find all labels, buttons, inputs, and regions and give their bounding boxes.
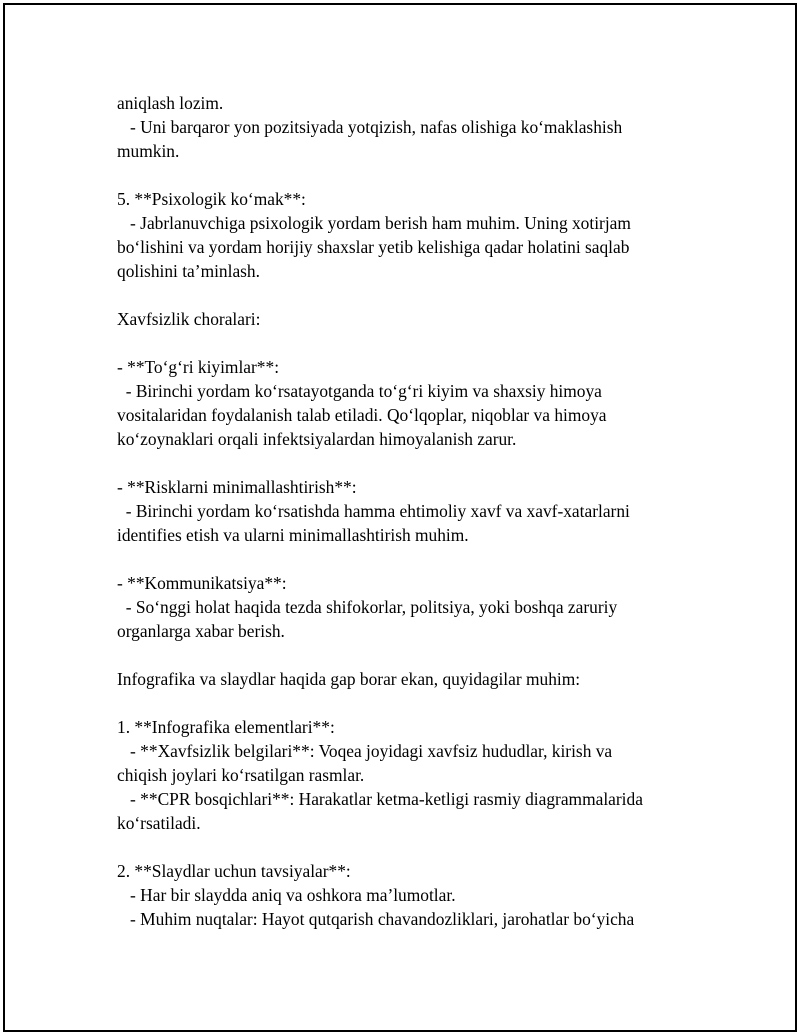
text-line: identifies etish va ularni minimallashtirish muhim. [117,525,469,545]
text-line: 1. **Infografika elementlari**: [117,717,335,737]
blank-line [117,547,717,571]
text-line: qolishini ta’minlash. [117,261,260,281]
section-heading: Xavfsizlik choralari: [117,309,261,329]
text-line: - **Xavfsizlik belgilari**: Voqea joyidagi xavfsiz hududlar, kirish va [117,741,613,761]
text-line: 2. **Slaydlar uchun tavsiyalar**: [117,861,351,881]
text-line: ko‘rsatiladi. [117,813,201,833]
text-line: - **To‘g‘ri kiyimlar**: [117,357,280,377]
section-heading: Infografika va slaydlar haqida gap borar ekan, quyidagilar muhim: [117,669,581,689]
text-line: ko‘zoynaklari orqali infektsiyalardan himoyalanish zarur. [117,429,517,449]
text-line: - Uni barqaror yon pozitsiyada yotqizish, nafas olishiga ko‘maklashish [117,117,623,137]
blank-line [117,331,717,355]
blank-line [117,835,717,859]
text-line: - Har bir slaydda aniq va oshkora ma’lumotlar. [117,885,456,905]
text-line: bo‘lishini va yordam horijiy shaxslar yetib kelishiga qadar holatini saqlab [117,237,630,257]
text-line: - Jabrlanuvchiga psixologik yordam berish ham muhim. Uning xotirjam [117,213,631,233]
text-line: - Muhim nuqtalar: Hayot qutqarish chavandozliklari, jarohatlar bo‘yicha [117,909,635,929]
text-line: - Birinchi yordam ko‘rsatayotganda to‘g‘ri kiyim va shaxsiy himoya [117,381,602,401]
text-line: aniqlash lozim. [117,93,224,113]
text-line: - Birinchi yordam ko‘rsatishda hamma ehtimoliy xavf va xavf-xatarlarni [117,501,630,521]
text-line: 5. **Psixologik ko‘mak**: [117,189,306,209]
blank-line [117,283,717,307]
blank-line [117,163,717,187]
text-line: mumkin. [117,141,180,161]
text-line: vositalaridan foydalanish talab etiladi. Qo‘lqoplar, niqoblar va himoya [117,405,607,425]
text-line: - **Kommunikatsiya**: [117,573,287,593]
text-line: - So‘nggi holat haqida tezda shifokorlar, politsiya, yoki boshqa zaruriy [117,597,618,617]
text-line: chiqish joylari ko‘rsatilgan rasmlar. [117,765,365,785]
document-body [117,91,717,931]
blank-line [117,691,717,715]
text-line: - **CPR bosqichlari**: Harakatlar ketma-ketligi rasmiy diagrammalarida [117,789,643,809]
blank-line [117,451,717,475]
text-line: organlarga xabar berish. [117,621,285,641]
blank-line [117,643,717,667]
text-line: - **Risklarni minimallashtirish**: [117,477,357,497]
